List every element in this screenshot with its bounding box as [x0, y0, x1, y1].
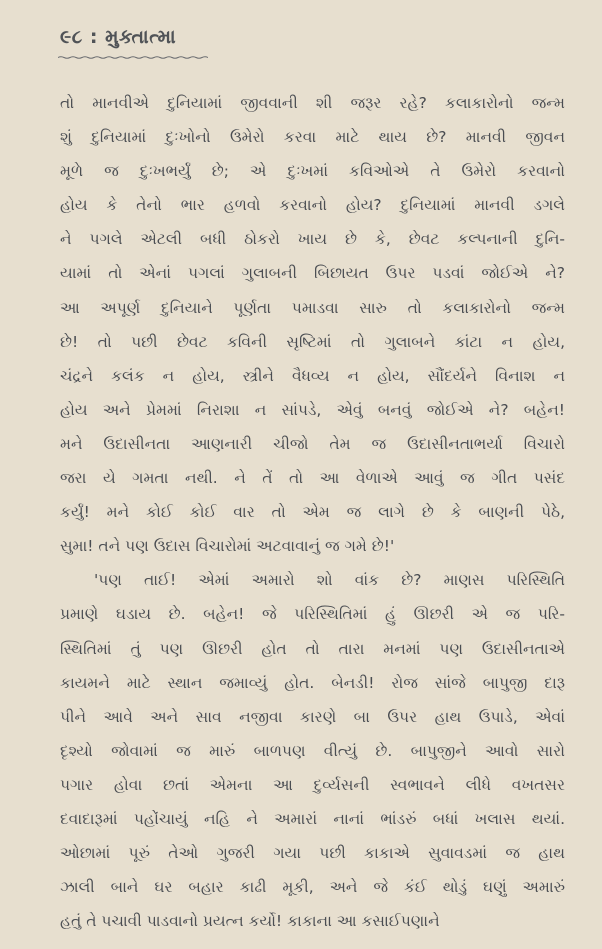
text-line: શું દુનિયામાં દુઃખોનો ઉમેરો કરવા માટે થાય છે? માનવી જીવન — [60, 128, 565, 147]
text-line: યામાં તો એનાં પગલાં ગુલાબની બિછાયત ઉપર પડવાં જોઈએ ને? — [60, 264, 565, 283]
text-line: આ અપૂર્ણ દુનિયાને પૂર્ણતા પમાડવા સારુ તો કલાકારોનો જન્મ — [60, 298, 565, 317]
text-line: હોય કે તેનો ભાર હળવો કરવાનો હોય? દુનિયામાં માનવી ડગલે — [60, 196, 565, 215]
page-number: ૯૮ — [60, 26, 83, 48]
book-title: મુક્તાત્મા — [105, 26, 177, 48]
text-line: ઓછામાં પૂરું તેઓ ગુજરી ગયા પછી કાકાએ સુવાવડમાં જ હાથ — [60, 844, 565, 863]
text-line: પગાર હોવા છતાં એમના આ દુર્વ્યસની સ્વભાવને લીધે વખતસર — [60, 775, 565, 794]
text-line: મૂળે જ દુઃખભર્યું છે; એ દુઃખમાં કવિઓએ તે ઉમેરો કરવાનો — [60, 162, 565, 181]
header-wavy-rule — [58, 56, 208, 59]
text-line: કાયમને માટે સ્થાન જમાવ્યું હોત. બેનડી! રોજ સાંજે બાપુજી દારૂ — [60, 673, 565, 692]
text-line: ઝાલી બાને ઘર બહાર કાઢી મૂકી, અને જે કંઈ થોડું ઘણું અમારું — [60, 878, 565, 897]
text-line: સ્થિતિમાં તું પણ ઊછરી હોત તો તારા મનમાં પણ ઉદાસીનતાએ — [60, 639, 565, 658]
text-line: હોય અને પ્રેમમાં નિરાશા ન સાંપડે, એવું બનવું જોઈએ ને? બહેન! — [60, 400, 565, 419]
text-line: જરા યે ગમતા નથી. ને તેં તો આ વેળાએ આવું જ ગીત પસંદ — [60, 469, 565, 488]
text-line: મને ઉદાસીનતા આણનારી ચીજો તેમ જ ઉદાસીનતાભર્યા વિચારો — [60, 434, 565, 453]
text-line: છે! તો પછી છેવટ કવિની સૃષ્ટિમાં તો ગુલાબને કાંટા ન હોય, — [60, 332, 565, 351]
paragraph — [60, 563, 565, 938]
text-line: પ્રમાણે ઘડાય છે. બહેન! જે પરિસ્થિતિમાં હું ઊછરી એ જ પરિ- — [60, 605, 565, 624]
text-line: દવાદારૂમાં પહોંચાયું નહિ ને અમારાં નાનાં ભાંડરું બધાં ખલાસ થયાં. — [60, 809, 565, 828]
text-line: દૃશ્યો જોવામાં જ મારું બાળપણ વીત્યું છે. બાપુજીને આવો સારો — [60, 741, 565, 760]
paragraph — [60, 86, 565, 563]
text-line: હતું તે પચાવી પાડવાનો પ્રયત્ન કર્યો! કાકાના આ કસાઈપણાને — [60, 912, 440, 931]
text-line: ને પગલે એટલી બધી ઠોકરો ખાય છે કે, છેવટ કલ્પનાની દુનિ- — [60, 230, 565, 249]
text-line: 'પણ તાઈ! એમાં અમારો શો વાંક છે? માણસ પરિસ્થિતિ — [94, 571, 565, 590]
text-line: સુમા! તને પણ ઉદાસ વિચારોમાં અટવાવાનું જ ગમે છે!' — [60, 537, 395, 556]
body-text — [60, 86, 565, 938]
running-header — [60, 26, 176, 48]
text-line: પીને આવે અને સાવ નજીવા કારણે બા ઉપર હાથ ઉપાડે, એવાં — [60, 707, 565, 726]
header-separator: : — [89, 26, 98, 48]
text-line: ચંદ્રને કલંક ન હોય, સ્ત્રીને વૈધવ્ય ન હોય, સૌંદર્યને વિનાશ ન — [60, 366, 565, 385]
text-line: કર્યું! મને કોઈ કોઈ વાર તો એમ જ લાગે છે કે બાણની પેઠે, — [60, 503, 565, 522]
text-line: તો માનવીએ દુનિયામાં જીવવાની શી જરૂર રહે? કલાકારોનો જન્મ — [60, 94, 565, 112]
